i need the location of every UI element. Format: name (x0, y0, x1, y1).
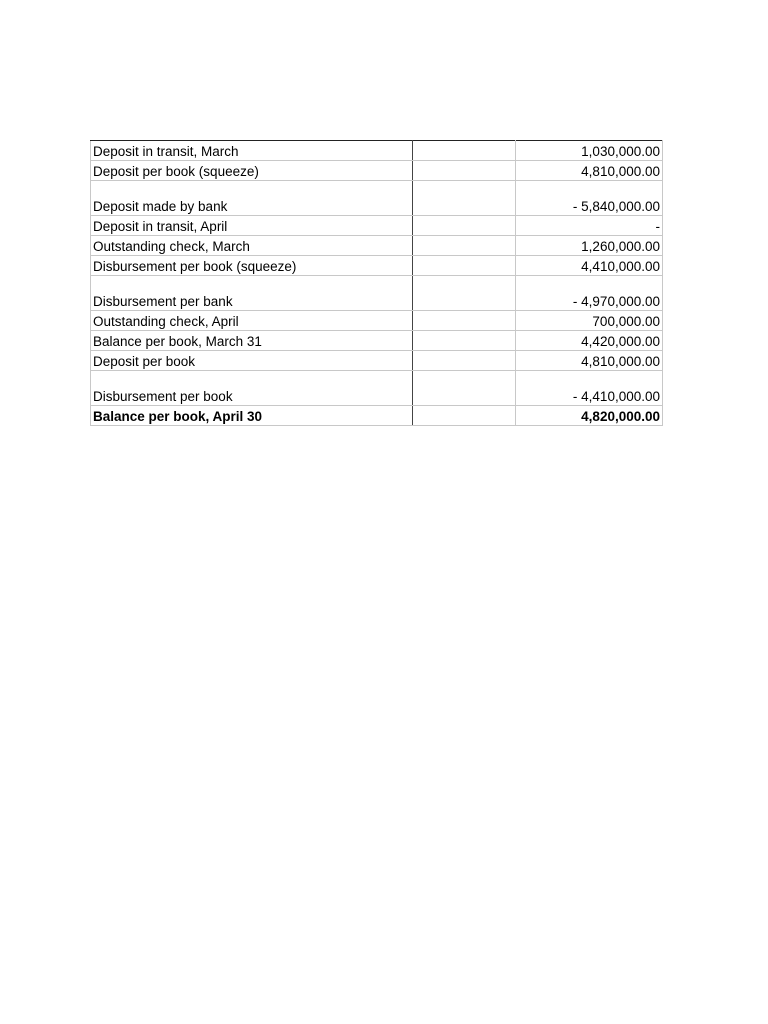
row-label[interactable]: Balance per book, April 30 (91, 406, 413, 426)
table-row (91, 236, 663, 256)
table-row (91, 276, 663, 311)
row-amount[interactable]: 4,410,000.00 (516, 256, 663, 276)
table-row (91, 181, 663, 216)
table-row (91, 161, 663, 181)
empty-cell[interactable] (413, 351, 516, 371)
empty-cell[interactable] (413, 311, 516, 331)
row-label[interactable]: Deposit per book (squeeze) (91, 161, 413, 181)
row-label[interactable]: Disbursement per book (squeeze) (91, 256, 413, 276)
row-amount[interactable]: 1,260,000.00 (516, 236, 663, 256)
bank-reconciliation-table (90, 140, 663, 426)
table-row (91, 311, 663, 331)
table-row (91, 351, 663, 371)
row-amount[interactable]: 4,810,000.00 (516, 351, 663, 371)
table-row (91, 371, 663, 406)
empty-cell[interactable] (413, 161, 516, 181)
row-amount[interactable]: - (516, 216, 663, 236)
row-amount[interactable]: 4,810,000.00 (516, 161, 663, 181)
ledger-body (91, 141, 663, 426)
row-amount[interactable]: - 4,970,000.00 (516, 276, 663, 311)
row-label[interactable]: Deposit per book (91, 351, 413, 371)
table-row (91, 406, 663, 426)
empty-cell[interactable] (413, 276, 516, 311)
row-amount[interactable]: - 5,840,000.00 (516, 181, 663, 216)
empty-cell[interactable] (413, 141, 516, 161)
row-amount[interactable]: 4,420,000.00 (516, 331, 663, 351)
empty-cell[interactable] (413, 371, 516, 406)
row-amount[interactable]: 4,820,000.00 (516, 406, 663, 426)
row-label[interactable]: Deposit in transit, April (91, 216, 413, 236)
row-amount[interactable]: - 4,410,000.00 (516, 371, 663, 406)
empty-cell[interactable] (413, 406, 516, 426)
table-row (91, 256, 663, 276)
empty-cell[interactable] (413, 256, 516, 276)
spreadsheet-area (90, 140, 662, 426)
row-label[interactable]: Disbursement per bank (91, 276, 413, 311)
row-label[interactable]: Outstanding check, April (91, 311, 413, 331)
row-label[interactable]: Balance per book, March 31 (91, 331, 413, 351)
empty-cell[interactable] (413, 216, 516, 236)
empty-cell[interactable] (413, 181, 516, 216)
row-label[interactable]: Deposit made by bank (91, 181, 413, 216)
row-label[interactable]: Disbursement per book (91, 371, 413, 406)
row-label[interactable]: Deposit in transit, March (91, 141, 413, 161)
table-row (91, 216, 663, 236)
empty-cell[interactable] (413, 331, 516, 351)
row-amount[interactable]: 1,030,000.00 (516, 141, 663, 161)
row-amount[interactable]: 700,000.00 (516, 311, 663, 331)
table-row (91, 141, 663, 161)
row-label[interactable]: Outstanding check, March (91, 236, 413, 256)
empty-cell[interactable] (413, 236, 516, 256)
table-row (91, 331, 663, 351)
